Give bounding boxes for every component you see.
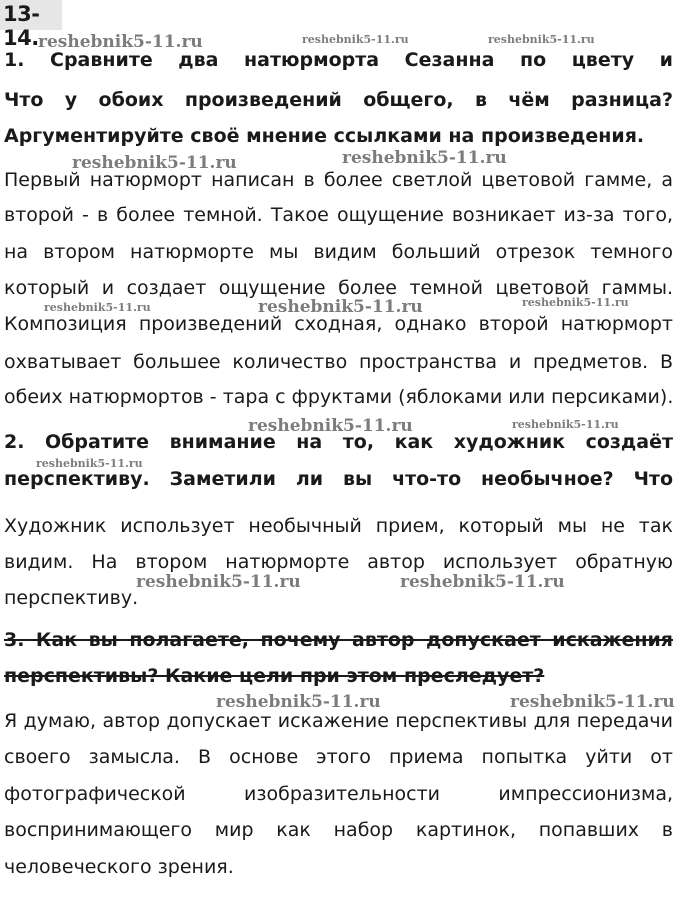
answer-3-line-1: Я думаю, автор допускает искажение перспективы для передачи [4, 710, 673, 732]
answer-2-line-1: Художник использует необычный прием, который мы не так [4, 515, 673, 537]
answer-1-line-7: обеих натюрмортов - тара с фруктами (яблоками или персиками). [4, 386, 674, 408]
watermark: reshebnik5-11.ru [510, 692, 675, 712]
answer-1-line-1: Первый натюрморт написан в более светлой цветовой гамме, а [4, 169, 673, 191]
watermark: reshebnik5-11.ru [36, 457, 143, 470]
question-3-line-2: перспективы? Какие цели при этом преследует? [4, 665, 545, 687]
answer-3-line-5: человеческого зрения. [4, 856, 234, 878]
watermark: reshebnik5-11.ru [512, 418, 619, 431]
section-number: 13-14. [3, 2, 40, 50]
answer-1-line-4: который и создает ощущение более темной цветовой гаммы. [4, 277, 673, 299]
watermark: reshebnik5-11.ru [400, 572, 565, 592]
question-2-line-1: 2. Обратите внимание на то, как художник создаёт [4, 431, 673, 453]
page-header [0, 0, 62, 50]
question-1-line-2: Что у обоих произведений общего, в чём разница? [4, 89, 673, 111]
answer-2-line-3: перспективу. [4, 587, 139, 609]
answer-1-line-3: на втором натюрморте мы видим больший отрезок темного [4, 241, 673, 263]
watermark: reshebnik5-11.ru [72, 153, 237, 173]
answer-3-line-2: своего замысла. В основе этого приема попытка уйти от [4, 746, 673, 768]
watermark: reshebnik5-11.ru [342, 148, 507, 168]
answer-1-line-5: Композиция произведений сходная, однако второй натюрморт [4, 313, 673, 335]
watermark: reshebnik5-11.ru [522, 296, 629, 309]
answer-3-line-3: фотографической изобразительности импрессионизма, [4, 783, 673, 805]
question-3-line-1: 3. Как вы полагаете, почему автор допускает искажения [4, 629, 673, 651]
question-2-line-2: перспективу. Заметили ли вы что-то необычное? Что [4, 468, 673, 490]
watermark: reshebnik5-11.ru [258, 297, 423, 317]
answer-2-line-2: видим. На втором натюрморте автор использует обратную [4, 551, 673, 573]
watermark: reshebnik5-11.ru [44, 301, 151, 314]
watermark: reshebnik5-11.ru [38, 32, 203, 52]
answer-3-line-4: воспринимающего мир как набор картинок, попавших в [4, 819, 673, 841]
question-1-line-1: 1. Сравните два натюрморта Сезанна по цвету и [4, 49, 673, 71]
answer-1-line-2: второй - в более темной. Такое ощущение возникает из-за того, [4, 204, 673, 226]
watermark: reshebnik5-11.ru [488, 33, 595, 46]
watermark: reshebnik5-11.ru [216, 692, 381, 712]
answer-1-line-6: охватывает большее количество пространства и предметов. В [4, 351, 673, 373]
watermark: reshebnik5-11.ru [302, 33, 409, 46]
watermark: reshebnik5-11.ru [136, 572, 301, 592]
question-1-line-3: Аргументируйте своё мнение ссылками на произведения. [4, 125, 645, 147]
watermark: reshebnik5-11.ru [248, 416, 413, 436]
